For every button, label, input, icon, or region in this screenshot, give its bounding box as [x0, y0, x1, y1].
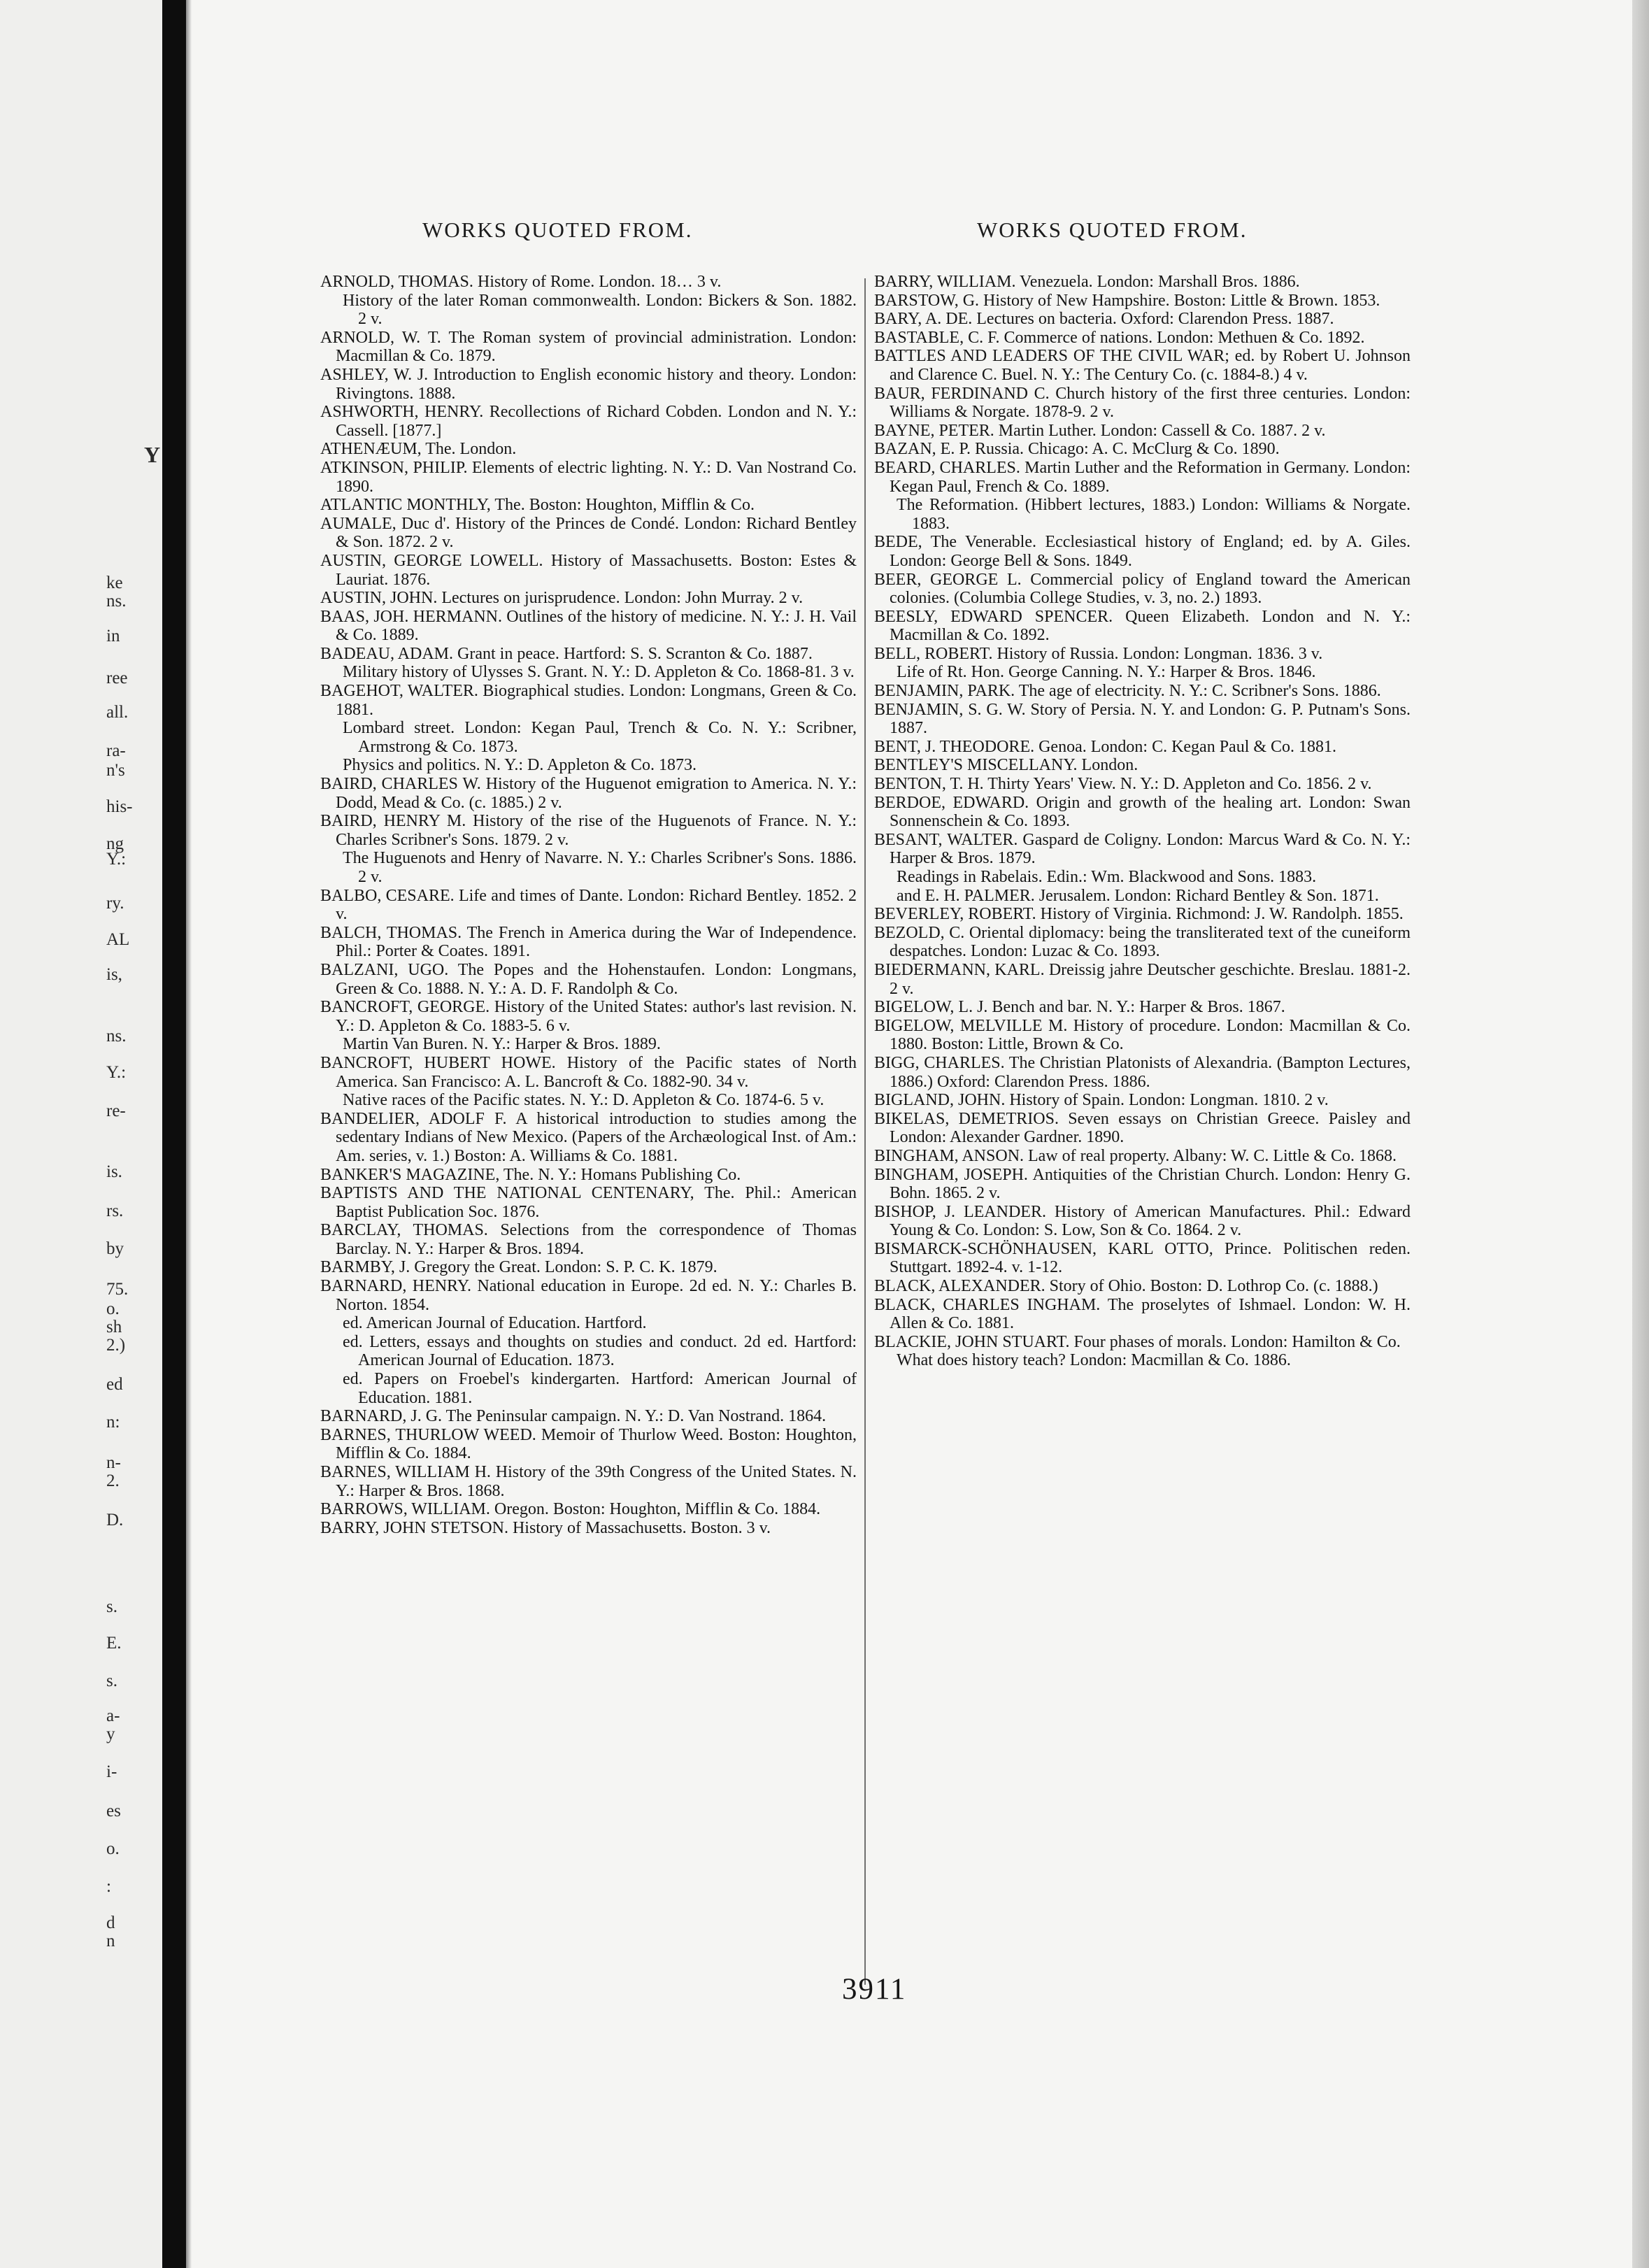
bibliography-entry: AUSTIN, JOHN. Lectures on jurisprudence. London: John Murray. 2 v.	[320, 589, 804, 608]
facing-page-text: AL	[106, 930, 130, 949]
facing-page-text: n-	[106, 1453, 121, 1472]
bibliography-entry: BAGEHOT, WALTER. Biographical studies. London: Longmans, Green & Co. 1881.	[320, 682, 857, 719]
bibliography-entry: BARCLAY, THOMAS. Selections from the correspondence of Thomas Barclay. N. Y.: Harper & Bros. 1894.	[320, 1221, 857, 1258]
bibliography-entry: BIGLAND, JOHN. History of Spain. London: Longman. 1810. 2 v.	[874, 1091, 1329, 1110]
bibliography-entry: BARROWS, WILLIAM. Oregon. Boston: Houghton, Mifflin & Co. 1884.	[320, 1500, 821, 1519]
bibliography-entry: ARNOLD, THOMAS. History of Rome. London. 18… 3 v.	[320, 273, 722, 291]
bibliography-entry: BARRY, WILLIAM. Venezuela. London: Marshall Bros. 1886.	[874, 273, 1300, 291]
bibliography-entry: BAIRD, CHARLES W. History of the Huguenot emigration to America. N. Y.: Dodd, Mead & Co. (c. 1885.) 2 v.	[320, 775, 857, 812]
facing-page-text: Y.:	[106, 850, 127, 869]
facing-page-text: o.	[106, 1299, 120, 1318]
bibliography-entry: BARNES, WILLIAM H. History of the 39th Congress of the United States. N. Y.: Harper & Bros. 1868.	[320, 1463, 857, 1500]
facing-page-text: s.	[106, 1671, 117, 1690]
bibliography-entry: BELL, ROBERT. History of Russia. London: Longman. 1836. 3 v.	[874, 644, 1323, 663]
bibliography-entry: BIKELAS, DEMETRIOS. Seven essays on Christian Greece. Paisley and London: Alexander Gardner. 1890.	[874, 1109, 1411, 1147]
running-head-left: WORKS QUOTED FROM.	[422, 217, 693, 242]
facing-page-text: Y	[144, 442, 161, 467]
facing-page-text: ra-	[106, 741, 126, 760]
facing-page-text: sh	[106, 1318, 122, 1336]
facing-page-text: n:	[106, 1413, 120, 1432]
bibliography-entry: BANCROFT, HUBERT HOWE. History of the Pacific states of North America. San Francisco: A. L. Bancroft & Co. 1882-90. 34 v.	[320, 1053, 857, 1091]
facing-page-text: d	[106, 1913, 115, 1932]
facing-page-text: rs.	[106, 1201, 124, 1220]
bibliography-entry: BALCH, THOMAS. The French in America during the War of Independence. Phil.: Porter & Coates. 1891.	[320, 923, 857, 961]
book-page	[192, 0, 1632, 2268]
facing-page-text: ed	[106, 1375, 123, 1394]
bibliography-entry: BAZAN, E. P. Russia. Chicago: A. C. McClurg & Co. 1890.	[874, 440, 1280, 459]
bibliography-entry: BLACK, ALEXANDER. Story of Ohio. Boston: D. Lothrop Co. (c. 1888.)	[874, 1277, 1378, 1296]
bibliography-entry: BISHOP, J. LEANDER. History of American Manufactures. Phil.: Edward Young & Co. London: S. Low, Son & Co. 1864. 2 v.	[874, 1202, 1411, 1240]
bibliography-sub-entry: and E. H. PALMER. Jerusalem. London: Richard Bentley & Son. 1871.	[897, 886, 1379, 905]
bibliography-entry: BEER, GEORGE L. Commercial policy of England toward the American colonies. (Columbia College Studies, v. 3, no. 2.) 1893.	[874, 570, 1411, 608]
bibliography-entry: BANDELIER, ADOLF F. A historical introduction to studies among the sedentary Indians of New Mexico. (Papers of the Archæological Inst. of Am.: Am. series, v. 1.) Boston: A. Williams & Co. 1881.	[320, 1109, 857, 1165]
facing-page-text: o.	[106, 1839, 120, 1858]
facing-page-text: ke	[106, 573, 123, 592]
bibliography-entry: BIEDERMANN, KARL. Dreissig jahre Deutscher geschichte. Breslau. 1881-2. 2 v.	[874, 960, 1411, 998]
bibliography-entry: BARRY, JOHN STETSON. History of Massachusetts. Boston. 3 v.	[320, 1518, 771, 1537]
bibliography-entry: BARNES, THURLOW WEED. Memoir of Thurlow Weed. Boston: Houghton, Mifflin & Co. 1884.	[320, 1425, 857, 1463]
bibliography-entry: ASHWORTH, HENRY. Recollections of Richard Cobden. London and N. Y.: Cassell. [1877.]	[320, 403, 857, 440]
bibliography-sub-entry: Martin Van Buren. N. Y.: Harper & Bros. 1889.	[343, 1035, 661, 1054]
facing-page-text: in	[106, 627, 120, 646]
bibliography-entry: ASHLEY, W. J. Introduction to English economic history and theory. London: Rivingtons. 1888.	[320, 365, 857, 403]
bibliography-entry: BERDOE, EDWARD. Origin and growth of the healing art. London: Swan Sonnenschein & Co. 1893.	[874, 793, 1411, 831]
facing-page-text: n	[106, 1932, 115, 1950]
bibliography-sub-entry: Native races of the Pacific states. N. Y.: D. Appleton & Co. 1874-6. 5 v.	[343, 1091, 824, 1110]
bibliography-entry: BARNARD, HENRY. National education in Europe. 2d ed. N. Y.: Charles B. Norton. 1854.	[320, 1277, 857, 1314]
bibliography-entry: BLACK, CHARLES INGHAM. The proselytes of Ishmael. London: W. H. Allen & Co. 1881.	[874, 1295, 1411, 1333]
bibliography-entry: BATTLES AND LEADERS OF THE CIVIL WAR; ed. by Robert U. Johnson and Clarence C. Buel. N. Y.: The Century Co. (c. 1884-8.) 4 v.	[874, 347, 1411, 384]
facing-page-text: E.	[106, 1634, 122, 1653]
facing-page-text: all.	[106, 703, 129, 722]
right-column	[874, 273, 1411, 1370]
bibliography-entry: BAPTISTS AND THE NATIONAL CENTENARY, The. Phil.: American Baptist Publication Soc. 1876.	[320, 1184, 857, 1221]
bibliography-sub-entry: ed. Papers on Froebel's kindergarten. Hartford: American Journal of Education. 1881.	[343, 1370, 857, 1407]
bibliography-entry: ARNOLD, W. T. The Roman system of provincial administration. London: Macmillan & Co. 1879.	[320, 328, 857, 366]
bibliography-sub-entry: The Reformation. (Hibbert lectures, 1883.) London: Williams & Norgate. 1883.	[897, 496, 1411, 533]
bibliography-entry: BADEAU, ADAM. Grant in peace. Hartford: S. S. Scranton & Co. 1887.	[320, 644, 813, 663]
bibliography-sub-entry: The Huguenots and Henry of Navarre. N. Y.: Charles Scribner's Sons. 1886. 2 v.	[343, 849, 857, 886]
bibliography-entry: BENT, J. THEODORE. Genoa. London: C. Kegan Paul & Co. 1881.	[874, 737, 1337, 756]
bibliography-sub-entry: ed. Letters, essays and thoughts on studies and conduct. 2d ed. Hartford: American Journal of Education. 1873.	[343, 1332, 857, 1370]
bibliography-entry: BENJAMIN, PARK. The age of electricity. N. Y.: C. Scribner's Sons. 1886.	[874, 682, 1381, 701]
facing-page-text: D.	[106, 1511, 124, 1529]
facing-page-text: his-	[106, 797, 133, 816]
bibliography-entry: AUMALE, Duc d'. History of the Princes de Condé. London: Richard Bentley & Son. 1872. 2 v.	[320, 514, 857, 552]
facing-page-text: ree	[106, 669, 128, 687]
bibliography-sub-entry: Readings in Rabelais. Edin.: Wm. Blackwood and Sons. 1883.	[897, 868, 1317, 886]
bibliography-sub-entry: ed. American Journal of Education. Hartford.	[343, 1314, 647, 1333]
bibliography-entry: BALZANI, UGO. The Popes and the Hohenstaufen. London: Longmans, Green & Co. 1888. N. Y.: A. D. F. Randolph & Co.	[320, 960, 857, 998]
bibliography-entry: BAUR, FERDINAND C. Church history of the first three centuries. London: Williams & Norgate. 1878-9. 2 v.	[874, 384, 1411, 422]
left-column	[320, 273, 857, 1537]
bibliography-entry: AUSTIN, GEORGE LOWELL. History of Massachusetts. Boston: Estes & Lauriat. 1876.	[320, 551, 857, 589]
facing-page-text: Y.:	[106, 1063, 127, 1082]
facing-page-text: a-	[106, 1706, 120, 1725]
bibliography-sub-entry: Life of Rt. Hon. George Canning. N. Y.: Harper & Bros. 1846.	[897, 663, 1316, 682]
facing-page-text: ng	[106, 834, 124, 853]
facing-page-text: 75.	[106, 1280, 129, 1299]
bibliography-entry: ATLANTIC MONTHLY, The. Boston: Houghton, Mifflin & Co.	[320, 496, 755, 515]
bibliography-entry: BISMARCK-SCHÖNHAUSEN, KARL OTTO, Prince. Politischen reden. Stuttgart. 1892-4. v. 1-12.	[874, 1239, 1411, 1277]
bibliography-sub-entry: What does history teach? London: Macmillan & Co. 1886.	[897, 1351, 1291, 1370]
facing-page-text: :	[106, 1877, 111, 1896]
running-head-right: WORKS QUOTED FROM.	[977, 217, 1248, 242]
bibliography-entry: BANCROFT, GEORGE. History of the United States: author's last revision. N. Y.: D. Appleton & Co. 1883-5. 6 v.	[320, 998, 857, 1035]
bibliography-entry: BIGELOW, MELVILLE M. History of procedure. London: Macmillan & Co. 1880. Boston: Little, Brown & Co.	[874, 1016, 1411, 1054]
facing-page-text: re-	[106, 1101, 126, 1120]
bibliography-entry: BENTLEY'S MISCELLANY. London.	[874, 756, 1138, 775]
bibliography-entry: ATKINSON, PHILIP. Elements of electric lighting. N. Y.: D. Van Nostrand Co. 1890.	[320, 458, 857, 496]
bibliography-entry: BARMBY, J. Gregory the Great. London: S. P. C. K. 1879.	[320, 1258, 718, 1277]
facing-page-text: is.	[106, 1162, 122, 1181]
bibliography-sub-entry: History of the later Roman commonwealth. London: Bickers & Son. 1882. 2 v.	[343, 291, 857, 329]
bibliography-entry: BIGELOW, L. J. Bench and bar. N. Y.: Harper & Bros. 1867.	[874, 998, 1285, 1017]
book-spine-shadow	[162, 0, 186, 2268]
bibliography-entry: BENJAMIN, S. G. W. Story of Persia. N. Y. and London: G. P. Putnam's Sons. 1887.	[874, 700, 1411, 738]
facing-page-text: by	[106, 1239, 124, 1258]
bibliography-entry: BEARD, CHARLES. Martin Luther and the Reformation in Germany. London: Kegan Paul, French & Co. 1889.	[874, 458, 1411, 496]
bibliography-entry: BESANT, WALTER. Gaspard de Coligny. London: Marcus Ward & Co. N. Y.: Harper & Bros. 1879.	[874, 830, 1411, 868]
bibliography-entry: BEVERLEY, ROBERT. History of Virginia. Richmond: J. W. Randolph. 1855.	[874, 905, 1404, 924]
facing-page-text: s.	[106, 1597, 117, 1616]
facing-page-text: 2.)	[106, 1336, 126, 1355]
facing-page-text: y	[106, 1725, 115, 1743]
bibliography-entry: BLACKIE, JOHN STUART. Four phases of morals. London: Hamilton & Co.	[874, 1332, 1401, 1351]
bibliography-entry: BARNARD, J. G. The Peninsular campaign. N. Y.: D. Van Nostrand. 1864.	[320, 1407, 827, 1426]
facing-page-text: ns.	[106, 1027, 127, 1046]
facing-page-text: i-	[106, 1762, 117, 1781]
bibliography-entry: BIGG, CHARLES. The Christian Platonists of Alexandria. (Bampton Lectures, 1886.) Oxford: Clarendon Press. 1886.	[874, 1053, 1411, 1091]
bibliography-entry: BAIRD, HENRY M. History of the rise of the Huguenots of France. N. Y.: Charles Scribner's Sons. 1879. 2 v.	[320, 812, 857, 849]
bibliography-entry: BINGHAM, ANSON. Law of real property. Albany: W. C. Little & Co. 1868.	[874, 1146, 1397, 1165]
bibliography-entry: BENTON, T. H. Thirty Years' View. N. Y.: D. Appleton and Co. 1856. 2 v.	[874, 775, 1372, 794]
bibliography-sub-entry: Lombard street. London: Kegan Paul, Trench & Co. N. Y.: Scribner, Armstrong & Co. 1873.	[343, 719, 857, 756]
facing-page-text: ns.	[106, 592, 127, 611]
facing-page-text: n's	[106, 761, 125, 780]
facing-page-fragment	[0, 0, 162, 2268]
bibliography-entry: ATHENÆUM, The. London.	[320, 440, 517, 459]
bibliography-entry: BASTABLE, C. F. Commerce of nations. London: Methuen & Co. 1892.	[874, 328, 1365, 347]
facing-page-text: ry.	[106, 894, 124, 913]
bibliography-entry: BAAS, JOH. HERMANN. Outlines of the history of medicine. N. Y.: J. H. Vail & Co. 1889.	[320, 607, 857, 645]
facing-page-text: 2.	[106, 1471, 120, 1490]
facing-page-text: es	[106, 1802, 121, 1820]
bibliography-entry: BALBO, CESARE. Life and times of Dante. London: Richard Bentley. 1852. 2 v.	[320, 886, 857, 924]
bibliography-entry: BAYNE, PETER. Martin Luther. London: Cassell & Co. 1887. 2 v.	[874, 421, 1326, 440]
gutter-gradient	[186, 0, 192, 2268]
bibliography-entry: BEZOLD, C. Oriental diplomacy: being the transliterated text of the cuneiform despatches. London: Luzac & Co. 1893.	[874, 923, 1411, 961]
bibliography-sub-entry: Military history of Ulysses S. Grant. N. Y.: D. Appleton & Co. 1868-81. 3 v.	[343, 663, 855, 682]
bibliography-entry: BARSTOW, G. History of New Hampshire. Boston: Little & Brown. 1853.	[874, 291, 1380, 310]
bibliography-entry: BANKER'S MAGAZINE, The. N. Y.: Homans Publishing Co.	[320, 1165, 741, 1184]
bibliography-sub-entry: Physics and politics. N. Y.: D. Appleton & Co. 1873.	[343, 756, 697, 775]
bibliography-entry: BEESLY, EDWARD SPENCER. Queen Elizabeth. London and N. Y.: Macmillan & Co. 1892.	[874, 607, 1411, 645]
facing-page-text: is,	[106, 965, 122, 984]
column-divider	[864, 278, 866, 1985]
bibliography-entry: BINGHAM, JOSEPH. Antiquities of the Christian Church. London: Henry G. Bohn. 1865. 2 v.	[874, 1165, 1411, 1203]
page-edge	[1632, 0, 1649, 2268]
bibliography-entry: BEDE, The Venerable. Ecclesiastical history of England; ed. by A. Giles. London: George Bell & Sons. 1849.	[874, 533, 1411, 570]
bibliography-entry: BARY, A. DE. Lectures on bacteria. Oxford: Clarendon Press. 1887.	[874, 310, 1334, 329]
page-number: 3911	[842, 1973, 907, 2006]
